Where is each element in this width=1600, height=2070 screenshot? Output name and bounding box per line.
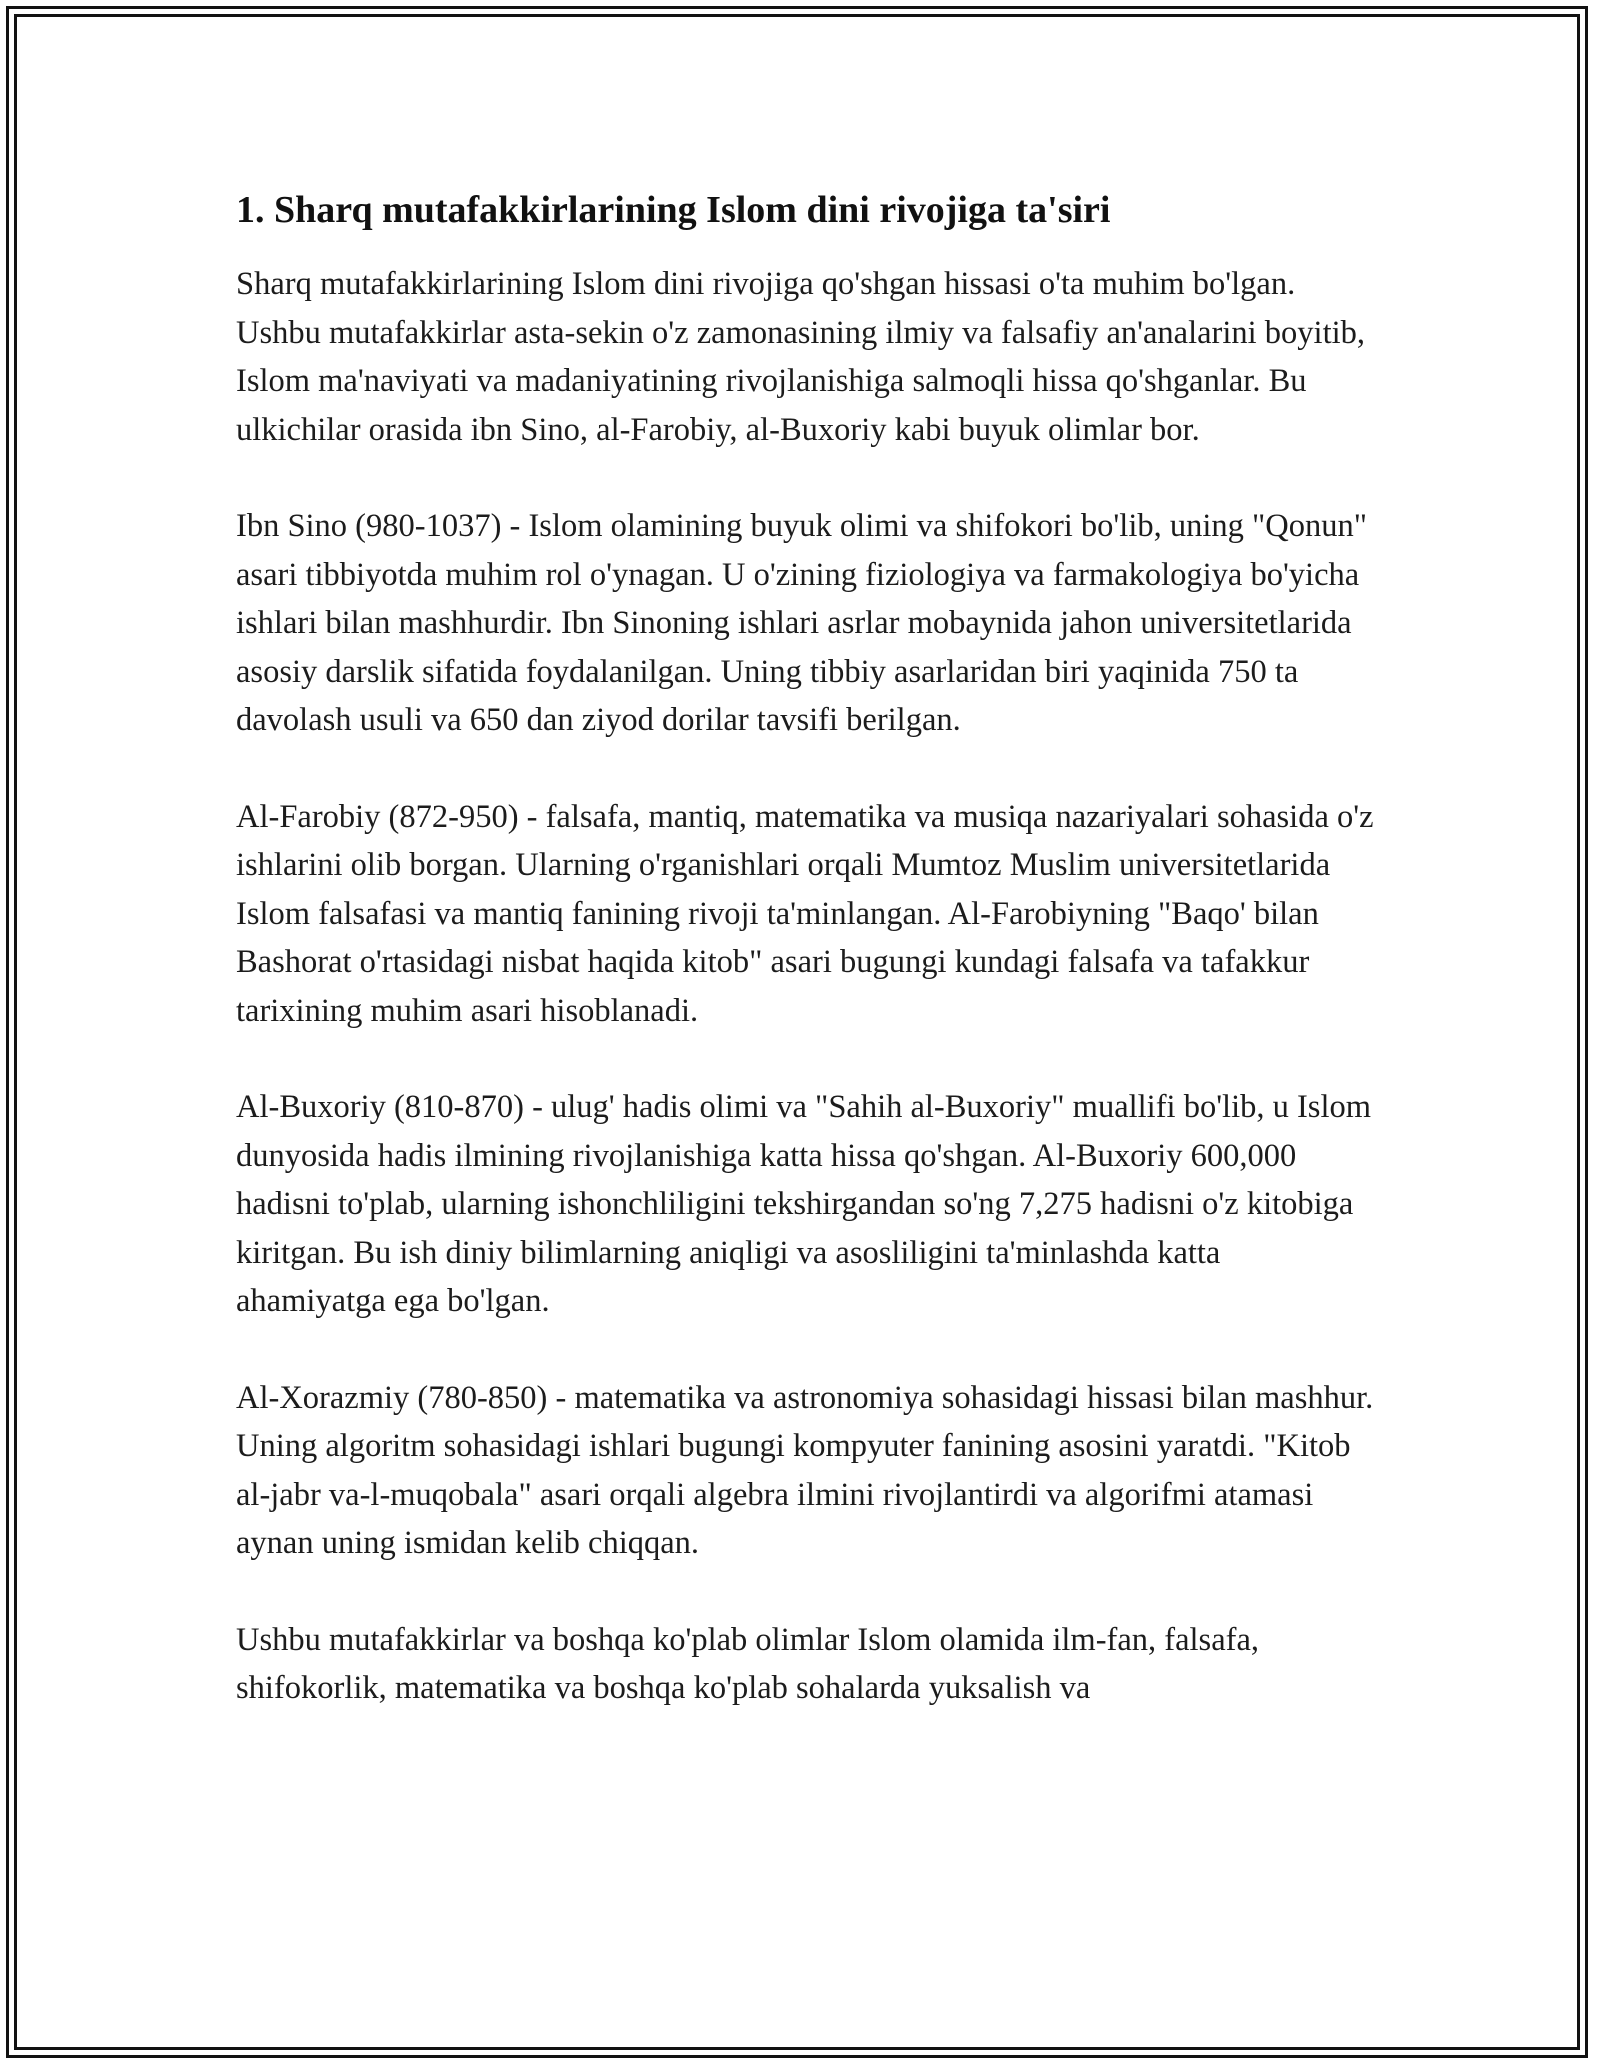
paragraph-conclusion: Ushbu mutafakkirlar va boshqa ko'plab olimlar Islom olamida ilm-fan, falsafa, shifokorlik, matematika va boshqa ko'plab sohalarda yuksalish va	[236, 1621, 1260, 1706]
paragraph-intro: Sharq mutafakkirlarining Islom dini rivojiga qo'shgan hissasi o'ta muhim bo'lgan. Ushbu mutafakkirlar asta-sekin o'z zamonasining ilmiy va falsafiy an'analarini boyitib, Islom ma'naviyati va madaniyatining rivojlanishiga salmoqli hissa qo'shganlar. Bu ulkichilar orasida ibn Sino, al-Farobiy, al-Buxoriy kabi buyuk olimlar bor.	[236, 266, 1366, 448]
section-heading: 1. Sharq mutafakkirlarining Islom dini rivojiga ta'siri	[236, 189, 1111, 231]
paragraph-al-buxoriy: Al-Buxoriy (810-870) - ulug' hadis olimi va "Sahih al-Buxoriy" muallifi bo'lib, u Islom dunyosida hadis ilmining rivojlanishiga katta hissa qo'shgan. Al-Buxoriy 600,000 hadisni to'plab, ularning ishonchliligini tekshirgandan so'ng 7,275 hadisni o'z kitobiga kiritgan. Bu ish diniy bilimlarning aniqligi va asosliligini ta'minlashda katta ahamiyatga ega bo'lgan.	[236, 1089, 1372, 1319]
paragraph-al-xorazmiy: Al-Xorazmiy (780-850) - matematika va astronomiya sohasidagi hissasi bilan mashhur. Uning algoritm sohasidagi ishlari bugungi kompyuter fanining asosini yaratdi. "Kitob al-jabr va-l-muqobala" asari orqali algebra ilmini rivojlantirdi va algorifmi atamasi aynan uning ismidan kelib chiqqan.	[236, 1379, 1374, 1561]
document-body	[236, 186, 1376, 1761]
paragraph-al-farobiy: Al-Farobiy (872-950) - falsafa, mantiq, matematika va musiqa nazariyalari sohasida o'z ishlarini olib borgan. Ularning o'rganishlari orqali Mumtoz Muslim universitetlarida Islom falsafasi va mantiq fanining rivoji ta'minlangan. Al-Farobiyning "Baqo' bilan Bashorat o'rtasidagi nisbat haqida kitob" asari bugungi kundagi falsafa va tafakkur tarixining muhim asari hisoblanadi.	[236, 798, 1374, 1029]
paragraph-ibn-sino: Ibn Sino (980-1037) - Islom olamining buyuk olimi va shifokori bo'lib, uning "Qonun" asari tibbiyotda muhim rol o'ynagan. U o'zining fiziologiya va farmakologiya bo'yicha ishlari bilan mashhurdir. Ibn Sinoning ishlari asrlar mobaynida jahon universitetlarida asosiy darslik sifatida foydalanilgan. Uning tibbiy asarlaridan biri yaqinida 750 ta davolash usuli va 650 dan ziyod dorilar tavsifi berilgan.	[236, 508, 1368, 738]
